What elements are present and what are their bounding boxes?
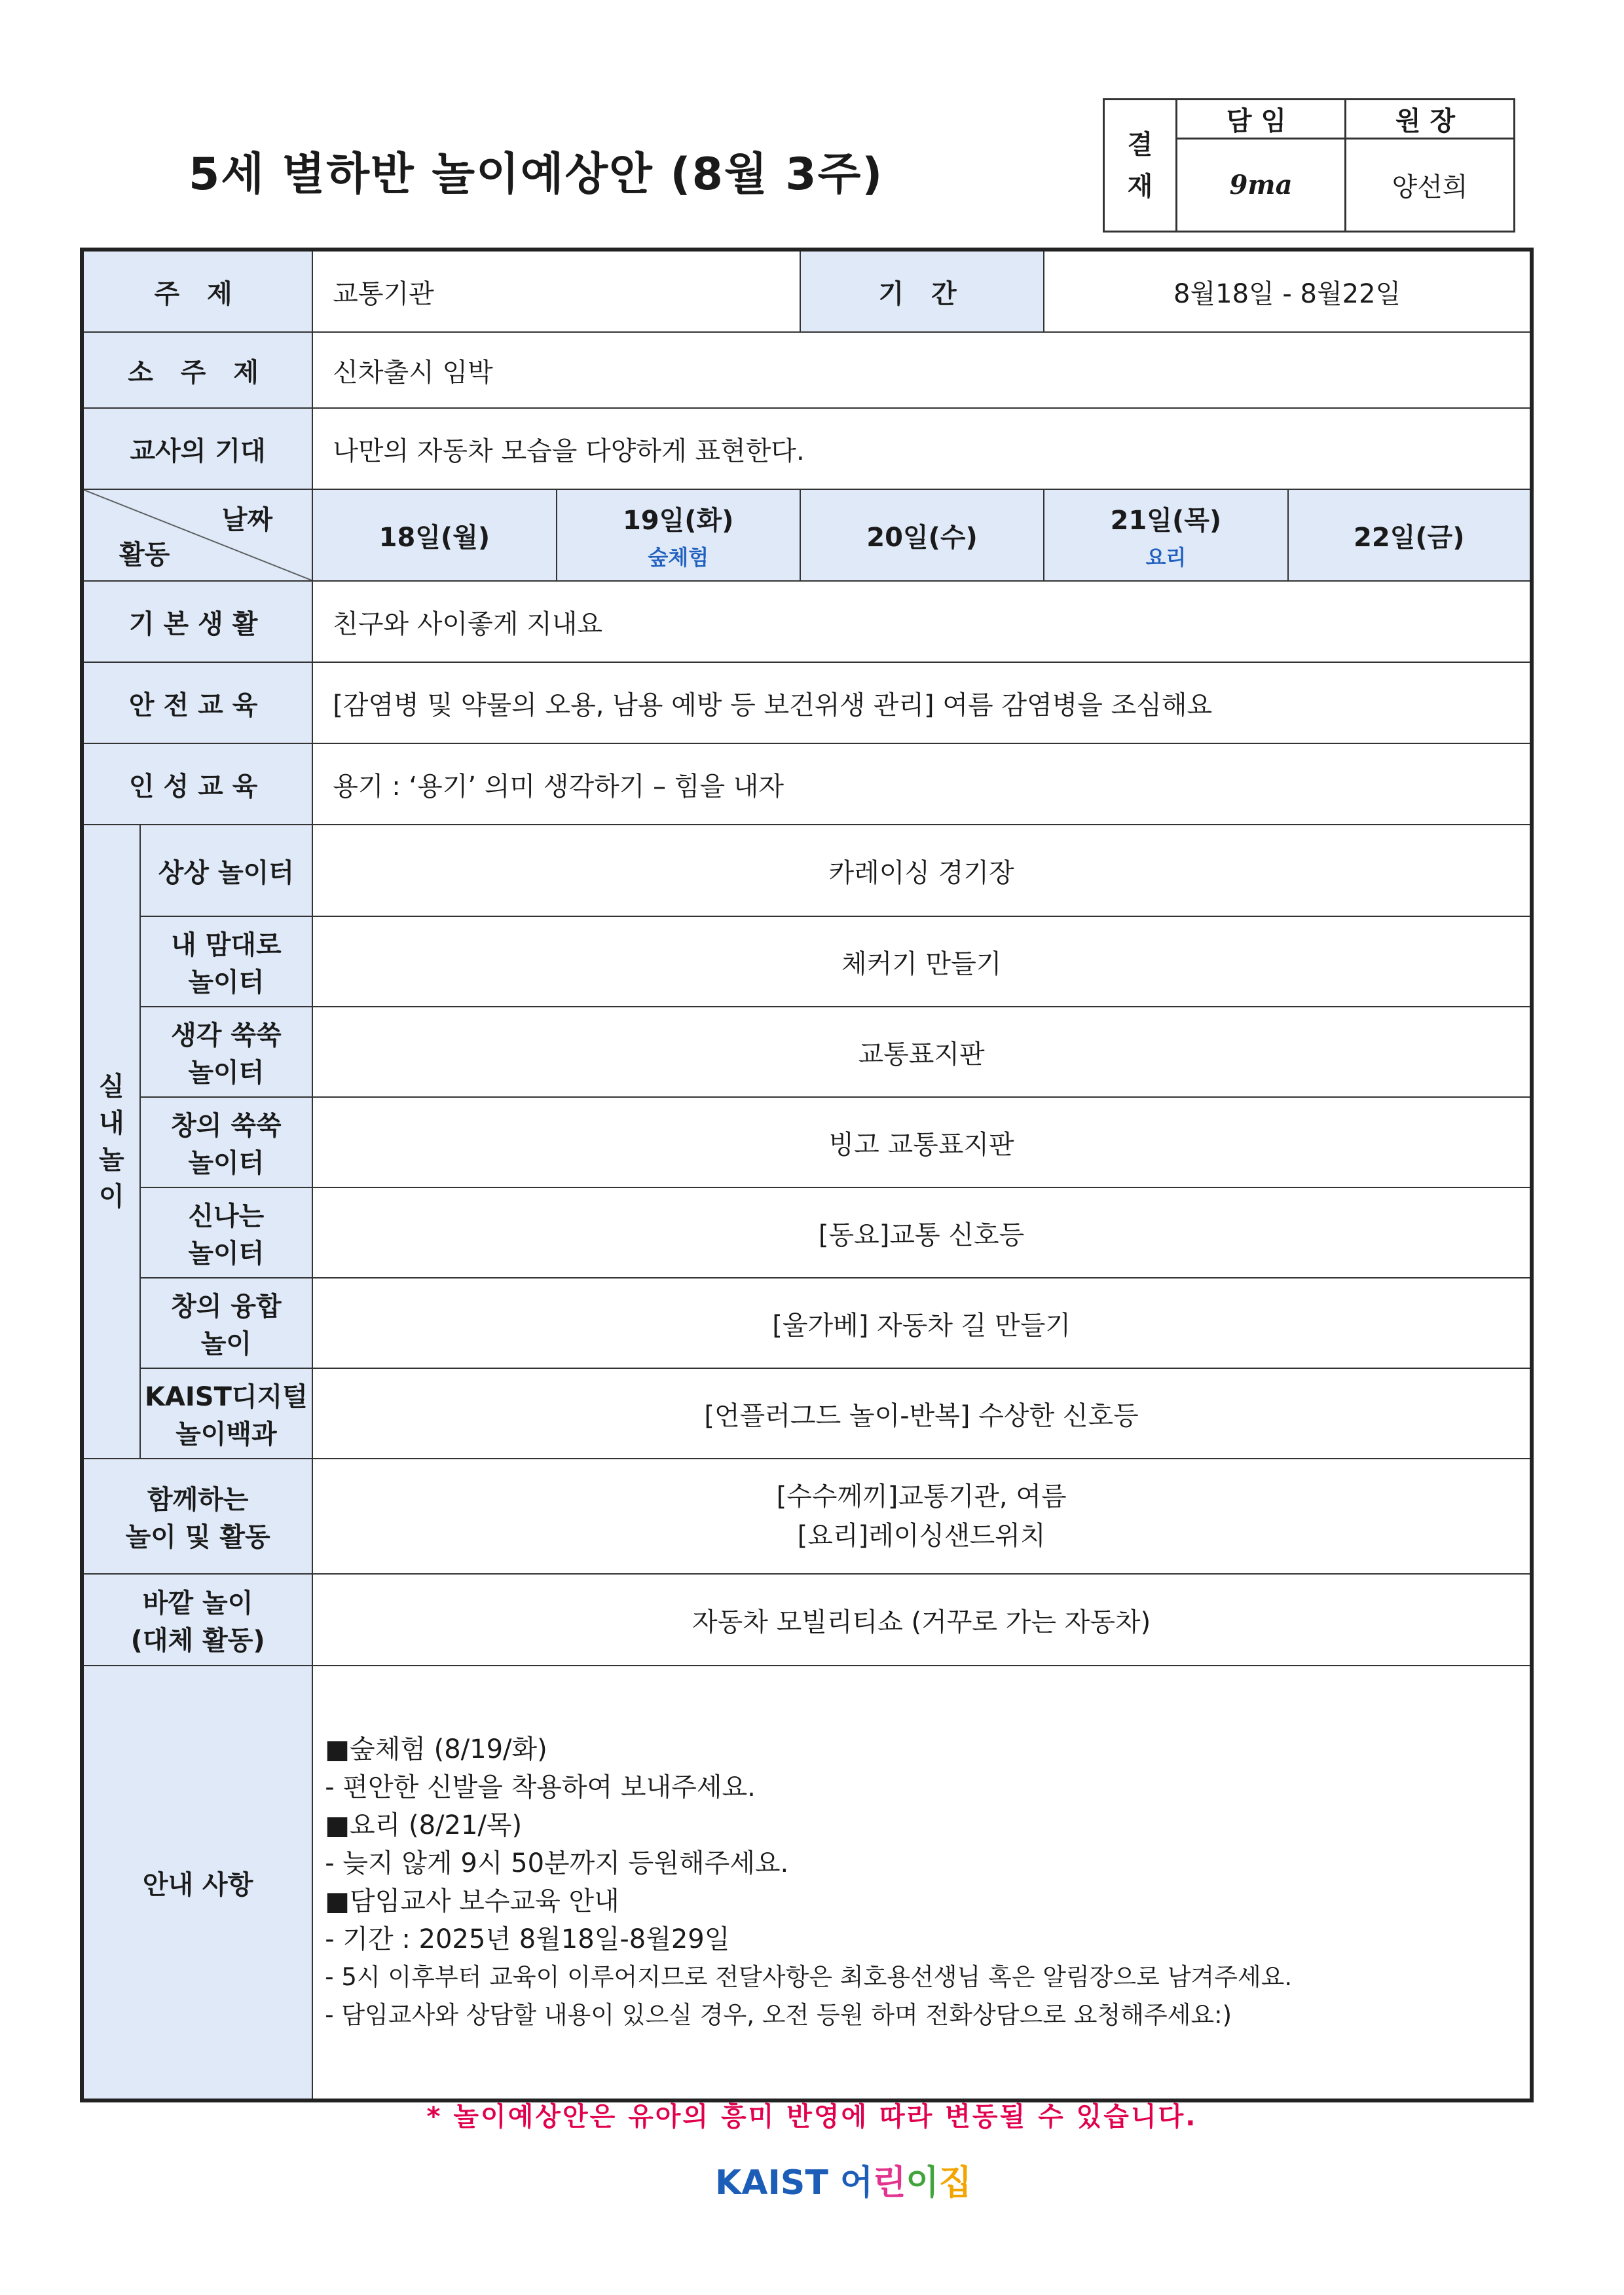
day-header-thu: 21일(목) 요리 <box>1044 489 1287 581</box>
indoor-row <box>82 1007 1532 1097</box>
indoor-item-value: 빙고 교통표지판 <box>312 1097 1532 1187</box>
basic-life-row <box>82 581 1532 662</box>
indoor-row <box>82 825 1532 916</box>
subtopic-label: 소 주 제 <box>82 332 312 408</box>
expectation-label: 교사의 기대 <box>82 408 312 489</box>
date-activity-corner: 날짜 활동 <box>82 489 312 581</box>
notice-line: - 5시 이후부터 교육이 이루어지므로 전달사항은 최호용선생님 혹은 알림장으로 남겨주세요. <box>325 1963 1293 1991</box>
notice-line: ■숲체험 (8/19/화) <box>325 1734 547 1764</box>
day-sub-label: 숲체험 <box>648 544 709 570</box>
indoor-item-label: 창의 쑥쑥 놀이터 <box>140 1097 313 1187</box>
day-header-wed: 20일(수) <box>800 489 1044 581</box>
page-title: 5세 별하반 놀이예상안 (8월 3주) <box>189 149 884 200</box>
indoor-row <box>82 1368 1532 1459</box>
indoor-row <box>82 1278 1532 1368</box>
outdoor-value: 자동차 모빌리티쇼 (거꾸로 가는 자동차) <box>312 1574 1532 1666</box>
character-label: 인성교육 <box>82 743 312 825</box>
indoor-item-label: KAIST디지털 놀이백과 <box>140 1368 313 1459</box>
approval-box <box>1103 98 1515 233</box>
indoor-play-group-label: 실 내 놀 이 <box>82 825 140 1459</box>
safety-label: 안전교육 <box>82 662 312 743</box>
expectation-value: 나만의 자동차 모습을 다양하게 표현한다. <box>312 408 1532 489</box>
indoor-item-label: 내 맘대로 놀이터 <box>140 916 313 1007</box>
notice-line: ■담임교사 보수교육 안내 <box>325 1886 619 1916</box>
topic-row <box>82 250 1532 332</box>
subtopic-row <box>82 332 1532 408</box>
day-header-fri: 22일(금) <box>1288 489 1532 581</box>
expectation-row <box>82 408 1532 489</box>
indoor-item-label: 신나는 놀이터 <box>140 1187 313 1278</box>
indoor-item-value: [언플러그드 놀이-반복] 수상한 신호등 <box>312 1368 1532 1459</box>
indoor-row <box>82 916 1532 1007</box>
notice-row <box>82 1666 1532 2100</box>
approval-teacher-heading: 담임 <box>1177 100 1346 139</box>
indoor-item-label: 창의 융합 놀이 <box>140 1278 313 1368</box>
kaist-kindergarten-logo: KAIST 어린이집 <box>715 2163 972 2203</box>
character-row <box>82 743 1532 825</box>
indoor-item-value: 체커기 만들기 <box>312 916 1532 1007</box>
indoor-item-label: 상상 놀이터 <box>140 825 313 916</box>
footer-note: * 놀이예상안은 유아의 흥미 반영에 따라 변동될 수 있습니다. <box>426 2102 1198 2132</box>
day-header-mon: 18일(월) <box>312 489 556 581</box>
notice-line: - 편안한 신발을 착용하여 보내주세요. <box>325 1772 756 1802</box>
safety-value: [감염병 및 약물의 오용, 남용 예방 등 보건위생 관리] 여름 감염병을 조심해요 <box>312 662 1532 743</box>
safety-row <box>82 662 1532 743</box>
notice-label: 안내 사항 <box>82 1666 312 2100</box>
notice-line: ■요리 (8/21/목) <box>325 1810 523 1840</box>
indoor-item-value: 카레이싱 경기장 <box>312 825 1532 916</box>
indoor-item-value: 교통표지판 <box>312 1007 1532 1097</box>
indoor-row <box>82 1187 1532 1278</box>
period-value: 8월18일 - 8월22일 <box>1044 250 1532 332</box>
together-label: 함께하는 놀이 및 활동 <box>82 1459 312 1574</box>
basic-life-value: 친구와 사이좋게 지내요 <box>312 581 1532 662</box>
topic-label: 주 제 <box>82 250 312 332</box>
outdoor-row <box>82 1574 1532 1666</box>
approval-director-heading: 원장 <box>1346 100 1515 139</box>
day-header-row <box>82 489 1532 581</box>
notice-line: - 늦지 않게 9시 50분까지 등원해주세요. <box>325 1848 789 1878</box>
notice-content <box>312 1666 1532 2100</box>
basic-life-label: 기본생활 <box>82 581 312 662</box>
notice-line: - 담임교사와 상담할 내용이 있으실 경우, 오전 등원 하며 전화상담으로 요청해주세요:) <box>325 2001 1232 2029</box>
indoor-item-label: 생각 쑥쑥 놀이터 <box>140 1007 313 1097</box>
plan-table <box>80 248 1534 2102</box>
together-row <box>82 1459 1532 1574</box>
indoor-item-value: [울가베] 자동차 길 만들기 <box>312 1278 1532 1368</box>
director-signature: 양선희 <box>1346 139 1515 232</box>
period-label: 기 간 <box>800 250 1044 332</box>
day-header-tue: 19일(화) 숲체험 <box>557 489 800 581</box>
day-sub-label: 요리 <box>1145 544 1187 570</box>
indoor-item-value: [동요]교통 신호등 <box>312 1187 1532 1278</box>
approval-label: 결 재 <box>1104 100 1177 232</box>
subtopic-value: 신차출시 임박 <box>312 332 1532 408</box>
teacher-signature: 9ma <box>1177 139 1346 232</box>
character-value: 용기 : ‘용기’ 의미 생각하기 – 힘을 내자 <box>312 743 1532 825</box>
together-value: [수수께끼]교통기관, 여름 [요리]레이싱샌드위치 <box>312 1459 1532 1574</box>
notice-line: - 기간 : 2025년 8월18일-8월29일 <box>325 1924 730 1954</box>
topic-value: 교통기관 <box>312 250 800 332</box>
indoor-row <box>82 1097 1532 1187</box>
outdoor-label: 바깥 놀이 (대체 활동) <box>82 1574 312 1666</box>
